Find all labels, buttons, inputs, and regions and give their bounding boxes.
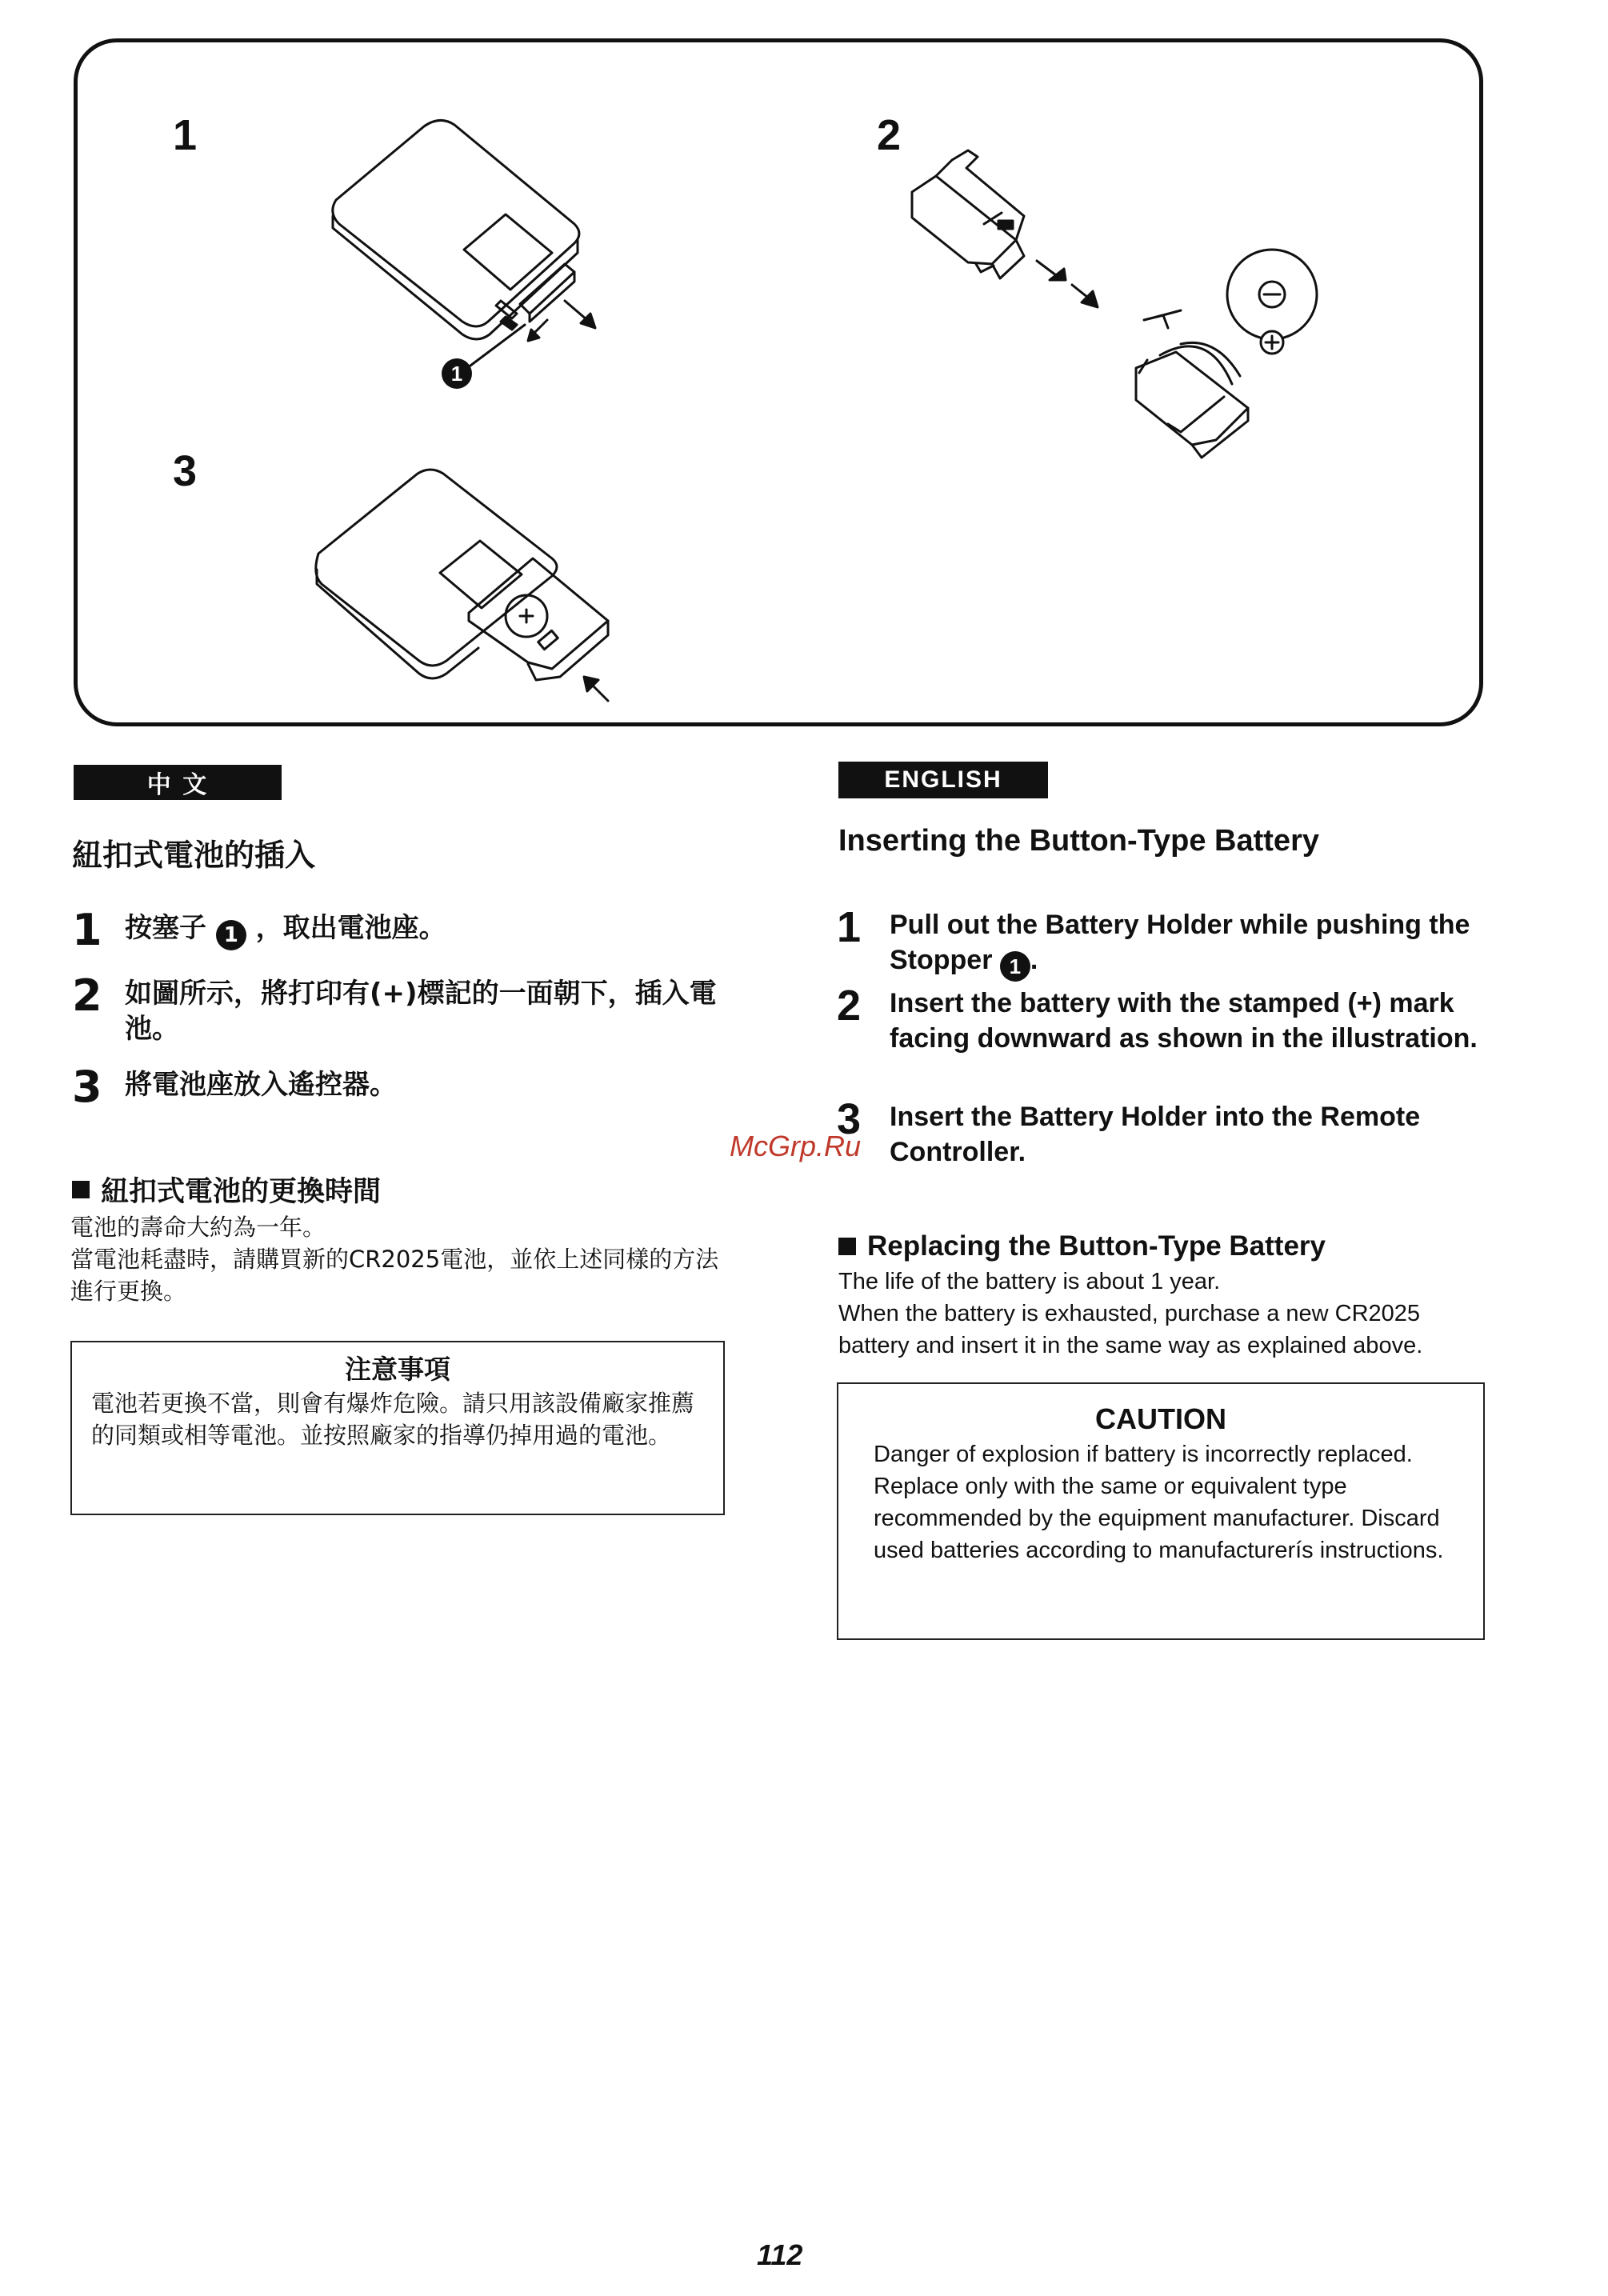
insert-direction-arrow-icon bbox=[1032, 256, 1104, 312]
english-caution-box bbox=[837, 1382, 1485, 1640]
bullet-square-icon bbox=[72, 1181, 90, 1198]
illustration-step-3-label: 3 bbox=[173, 447, 198, 495]
chinese-replace-body-2: 當電池耗盡時，請購買新的CR2025電池，並依上述同樣的方法進行更換。 bbox=[70, 1246, 719, 1305]
chinese-replace-heading bbox=[72, 1170, 381, 1210]
english-language-label: ENGLISH bbox=[838, 762, 1048, 798]
english-step-1-stopper-badge: 1 bbox=[1000, 951, 1030, 982]
english-replace-body-2: When the battery is exhausted, purchase a new CR2025 battery and insert it in the same way as explained above. bbox=[838, 1301, 1423, 1358]
chinese-step-3-text: 將電池座放入遙控器。 bbox=[125, 1069, 397, 1101]
english-step-1 bbox=[837, 903, 1493, 982]
english-step-3 bbox=[837, 1095, 1493, 1170]
english-step-2-text: Insert the battery with the stamped (+) mark facing downward as shown in the illustration. bbox=[890, 988, 1478, 1054]
chinese-step-2-number: 2 bbox=[72, 970, 102, 1021]
english-step-3-number: 3 bbox=[837, 1095, 862, 1143]
chinese-caution-body: 電池若更換不當，則會有爆炸危險。請只用該設備廠家推薦的同類或相等電池。並按照廠家的指導仍掉用過的電池。 bbox=[91, 1390, 695, 1449]
english-step-2-number: 2 bbox=[837, 982, 862, 1030]
chinese-step-3 bbox=[72, 1062, 728, 1112]
insert-arrow-icon bbox=[576, 669, 616, 709]
illustration-step-2-label: 2 bbox=[877, 111, 902, 159]
chinese-replace-body-1: 電池的壽命大約為一年。 bbox=[70, 1214, 326, 1241]
english-step-1-text-post: . bbox=[1030, 945, 1038, 975]
english-caution-body: Danger of explosion if battery is incorrectly replaced. Replace only with the same or equivalent type recommended by the equipment manufacturer. Discard used batteries according to manufacturerís instructions. bbox=[874, 1442, 1444, 1563]
chinese-language-label: 中 文 bbox=[74, 765, 282, 800]
chinese-step-1-text-post: ，取出電池座。 bbox=[255, 912, 446, 944]
english-caution-title: CAUTION bbox=[1095, 1402, 1226, 1435]
chinese-step-1 bbox=[72, 905, 728, 955]
english-replace-heading bbox=[838, 1230, 1326, 1262]
english-title: Inserting the Button-Type Battery bbox=[838, 824, 1319, 858]
chinese-step-2 bbox=[72, 970, 728, 1046]
english-replace-body bbox=[838, 1266, 1486, 1362]
chinese-replace-body bbox=[70, 1211, 734, 1307]
english-step-1-number: 1 bbox=[837, 903, 862, 951]
english-step-1-text-pre: Pull out the Battery Holder while pushing the Stopper bbox=[890, 910, 1470, 975]
watermark: McGrp.Ru bbox=[730, 1130, 862, 1162]
illustration-step-1-label: 1 bbox=[173, 111, 198, 159]
chinese-replace-title: 紐扣式電池的更換時間 bbox=[101, 1176, 382, 1208]
english-replace-title: Replacing the Button-Type Battery bbox=[867, 1230, 1326, 1262]
battery-holder-with-cell-illustration bbox=[1112, 240, 1320, 472]
chinese-step-1-number: 1 bbox=[72, 905, 102, 955]
chinese-caution-box bbox=[70, 1341, 725, 1515]
chinese-step-1-stopper-badge: 1 bbox=[216, 920, 246, 950]
stopper-marker-badge: 1 bbox=[442, 358, 472, 389]
chinese-title: 紐扣式電池的插入 bbox=[72, 838, 316, 873]
english-step-2 bbox=[837, 982, 1493, 1056]
bullet-square-icon bbox=[838, 1238, 856, 1255]
chinese-step-1-text-pre: 按塞子 bbox=[125, 912, 206, 944]
page-number: 112 bbox=[757, 2238, 803, 2271]
chinese-caution-title: 注意事項 bbox=[345, 1354, 450, 1385]
english-replace-body-1: The life of the battery is about 1 year. bbox=[838, 1269, 1221, 1294]
english-step-3-text: Insert the Battery Holder into the Remote Controller. bbox=[890, 1102, 1421, 1167]
chinese-step-2-text: 如圖所示，將打印有(+)標記的一面朝下，插入電池。 bbox=[125, 978, 717, 1045]
pull-arrow-icon bbox=[560, 296, 608, 336]
remote-insert-holder-illustration bbox=[312, 464, 632, 704]
chinese-step-3-number: 3 bbox=[72, 1062, 102, 1112]
